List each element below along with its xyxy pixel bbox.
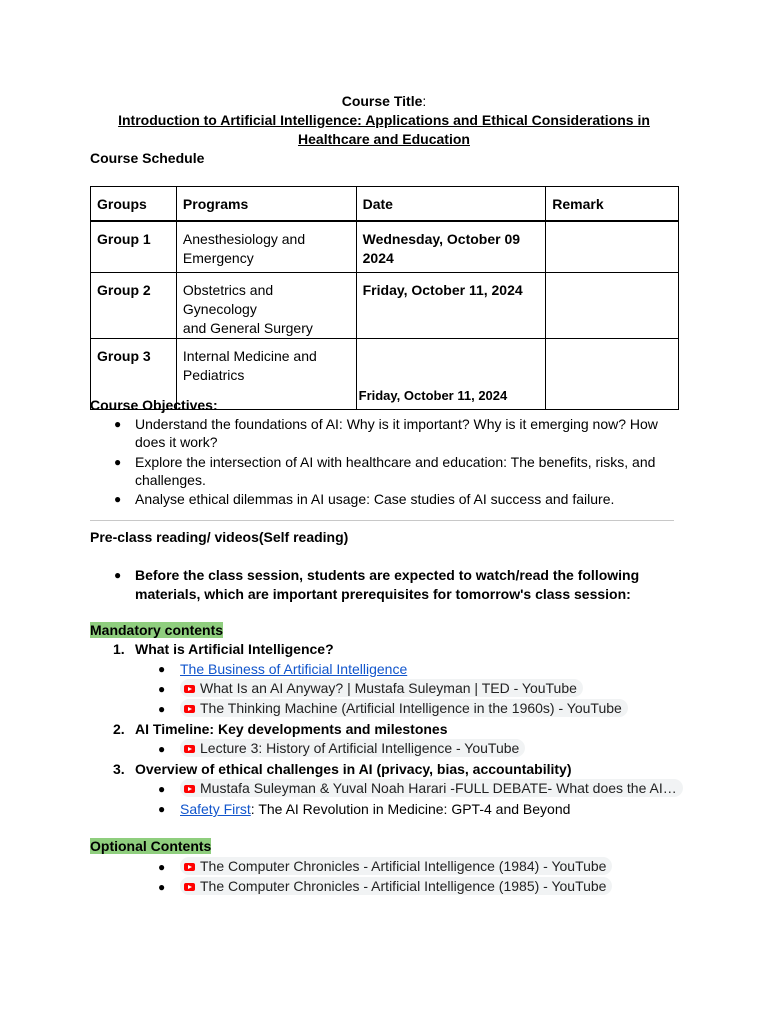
bullet-icon: ● [158,702,166,716]
chip-text[interactable]: The Thinking Machine (Artificial Intelligence in the 1960s) - YouTube [200,700,622,716]
objective-line: does it work? [135,434,218,450]
bullet-icon: ● [158,880,166,894]
preclass-note-line: Before the class session, students are expected to watch/read the following [135,567,640,583]
remark-cell [546,273,679,339]
group-cell: Group 1 [91,221,177,273]
section-number: 2. [113,721,125,737]
section-title: What is Artificial Intelligence? [135,641,334,657]
horizontal-divider [90,520,674,521]
objective-line: Analyse ethical dilemmas in AI usage: Case studies of AI success and failure. [135,491,615,507]
program-line: Pediatrics [182,367,245,383]
youtube-icon [184,883,195,891]
preclass-note-line: materials, which are important prerequisites for tomorrow's class session: [135,586,631,602]
youtube-chip[interactable] [180,699,628,717]
bullet-icon: ● [114,455,122,469]
chip-text[interactable]: Mustafa Suleyman & Yuval Noah Harari -FULL DEBATE- What does the AI… [200,780,677,796]
program-line: and General Surgery [182,320,313,336]
youtube-chip[interactable] [180,857,612,875]
section-title: Overview of ethical challenges in AI (privacy, bias, accountability) [135,761,572,777]
date-text: Friday, October 11, 2024 [358,388,508,403]
safety-first-link[interactable]: Safety First [180,801,251,817]
objective-line: Explore the intersection of AI with healthcare and education: The benefits, risks, and [135,454,656,470]
program-line: Internal Medicine and [182,348,317,364]
group-cell: Group 3 [91,339,177,410]
youtube-icon [184,705,195,713]
resource-mixed [180,800,570,818]
schedule-table [90,186,679,410]
link-text[interactable]: The Business of Artificial Intelligence [180,661,408,677]
objective-line: Understand the foundations of AI: Why is it important? Why is it emerging now? How [135,416,658,432]
bullet-icon: ● [158,782,166,796]
program-cell [176,221,356,273]
title-colon: : [422,93,427,109]
youtube-chip[interactable] [180,877,612,895]
chip-body[interactable] [180,877,612,895]
remark-cell [546,221,679,273]
optional-heading [90,837,211,855]
course-schedule-heading: Course Schedule [90,150,205,166]
bullet-icon: ● [114,568,122,582]
objectives-heading: Course Objectives: [90,397,218,413]
table-row [91,221,679,273]
chip-body[interactable] [180,699,628,717]
section-number: 3. [113,761,125,777]
remark-cell [546,339,679,410]
bullet-icon: ● [114,417,122,431]
chip-body[interactable] [180,857,612,875]
mandatory-heading [90,621,223,639]
date-cell [356,339,546,410]
youtube-chip[interactable] [180,739,525,757]
table-row [91,273,679,339]
section-number: 1. [113,641,125,657]
course-title-line-1: Introduction to Artificial Intelligence: Applications and Ethical Considerations in [118,112,650,128]
mandatory-heading-text: Mandatory contents [90,622,224,638]
resource-link[interactable] [180,660,407,678]
bullet-icon: ● [158,662,166,676]
chip-body[interactable] [180,739,525,757]
course-title-line-2: Healthcare and Education [298,131,470,147]
course-title-label-line [0,92,768,110]
table-header-row [91,187,679,221]
date-cell: Friday, October 11, 2024 [356,273,546,339]
column-header-groups: Groups [91,187,177,221]
bullet-icon: ● [158,742,166,756]
bullet-icon: ● [114,492,122,506]
column-header-date: Date [356,187,546,221]
program-cell [176,273,356,339]
youtube-chip[interactable] [180,779,683,797]
column-header-programs: Programs [176,187,356,221]
program-line: Anesthesiology and [182,230,306,247]
bullet-icon: ● [158,860,166,874]
youtube-icon [184,685,195,693]
date-cell: Wednesday, October 09 2024 [356,221,546,273]
chip-text[interactable]: The Computer Chronicles - Artificial Intelligence (1985) - YouTube [200,878,607,894]
group-cell: Group 2 [91,273,177,339]
youtube-icon [184,785,195,793]
bullet-icon: ● [158,682,166,696]
chip-text[interactable]: The Computer Chronicles - Artificial Intelligence (1984) - YouTube [200,858,607,874]
column-header-remark: Remark [546,187,679,221]
chip-body[interactable] [180,779,683,797]
resource-rest-text: : The AI Revolution in Medicine: GPT-4 and Beyond [250,801,571,817]
optional-heading-text: Optional Contents [90,838,212,854]
youtube-icon [184,745,195,753]
bullet-icon: ● [158,802,166,816]
program-line: Obstetrics and Gynecology [182,282,274,317]
chip-text[interactable]: What Is an AI Anyway? | Mustafa Suleyman | TED - YouTube [200,680,577,696]
chip-body[interactable] [180,679,583,697]
program-line: Emergency [182,249,254,266]
course-title-label: Course Title [341,93,423,109]
youtube-icon [184,863,195,871]
objective-line: challenges. [135,472,206,488]
section-title: AI Timeline: Key developments and milestones [135,721,448,737]
chip-text[interactable]: Lecture 3: History of Artificial Intelligence - YouTube [200,740,520,756]
youtube-chip[interactable] [180,679,583,697]
preclass-heading: Pre-class reading/ videos(Self reading) [90,529,349,545]
